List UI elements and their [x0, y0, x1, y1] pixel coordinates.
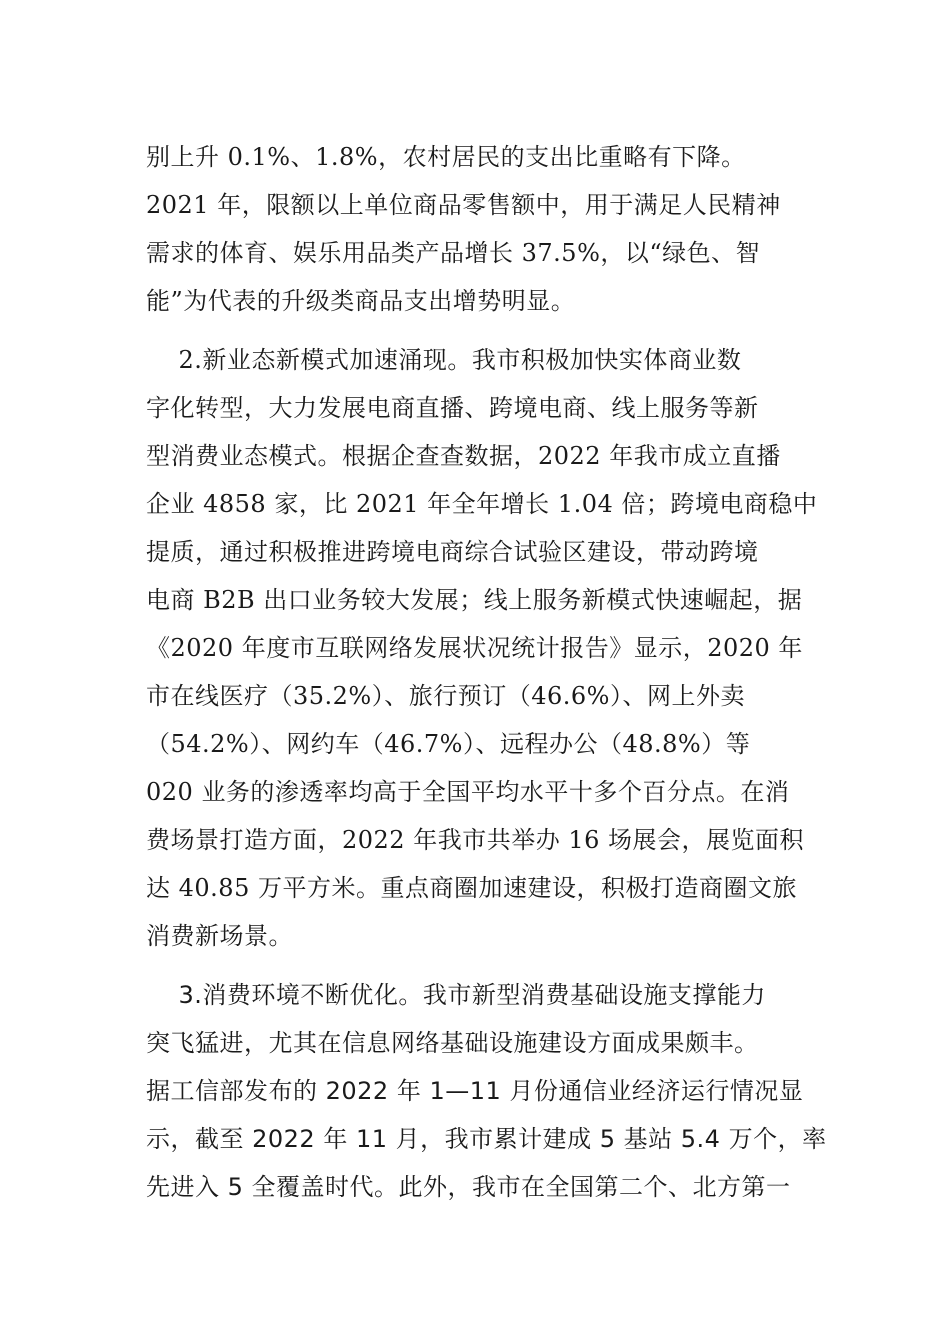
text-line: 020 业务的渗透率均高于全国平均水平十多个百分点。在消 — [146, 778, 790, 806]
paragraph-gap — [146, 960, 806, 971]
paragraph-new-business-models — [146, 336, 818, 960]
text-line: 据工信部发布的 2022 年 1—11 月份通信业经济运行情况显 — [146, 1077, 804, 1105]
text-line: 突飞猛进，尤其在信息网络基础设施建设方面成果颇丰。 — [146, 1029, 759, 1057]
paragraph-consumption-environment — [146, 971, 827, 1211]
text-line: 示，截至 2022 年 11 月，我市累计建成 5 基站 5.4 万个，率 — [146, 1125, 827, 1153]
text-line: 《2020 年度市互联网络发展状况统计报告》显示，2020 年 — [146, 634, 803, 662]
text-line: 别上升 0.1%、1.8%，农村居民的支出比重略有下降。 — [146, 143, 746, 171]
text-line: 先进入 5 全覆盖时代。此外，我市在全国第二个、北方第一 — [146, 1173, 791, 1201]
text-line: （54.2%）、网约车（46.7%）、远程办公（48.8%）等 — [146, 730, 751, 758]
paragraph-gap — [146, 325, 806, 336]
text-line: 能”为代表的升级类商品支出增势明显。 — [146, 287, 576, 315]
text-line: 电商 B2B 出口业务较大发展；线上服务新模式快速崛起，据 — [146, 586, 803, 614]
text-line: 达 40.85 万平方米。重点商圈加速建设，积极打造商圈文旅 — [146, 874, 797, 902]
text-line: 型消费业态模式。根据企查查数据，2022 年我市成立直播 — [146, 442, 781, 470]
text-line: 需求的体育、娱乐用品类产品增长 37.5%，以“绿色、智 — [146, 239, 761, 267]
text-line: 费场景打造方面，2022 年我市共举办 16 场展会，展览面积 — [146, 826, 805, 854]
text-line: 3.消费环境不断优化。我市新型消费基础设施支撑能力 — [146, 981, 766, 1009]
text-line: 市在线医疗（35.2%）、旅行预订（46.6%）、网上外卖 — [146, 682, 745, 710]
text-line: 2021 年，限额以上单位商品零售额中，用于满足人民精神 — [146, 191, 781, 219]
text-line: 字化转型，大力发展电商直播、跨境电商、线上服务等新 — [146, 394, 759, 422]
paragraph-consumption-structure — [146, 133, 806, 325]
text-line: 企业 4858 家，比 2021 年全年增长 1.04 倍；跨境电商稳中 — [146, 490, 818, 518]
text-line: 消费新场景。 — [146, 922, 293, 950]
document-body — [146, 133, 827, 1211]
text-line: 提质，通过积极推进跨境电商综合试验区建设，带动跨境 — [146, 538, 759, 566]
text-line: 2.新业态新模式加速涌现。我市积极加快实体商业数 — [146, 346, 742, 374]
